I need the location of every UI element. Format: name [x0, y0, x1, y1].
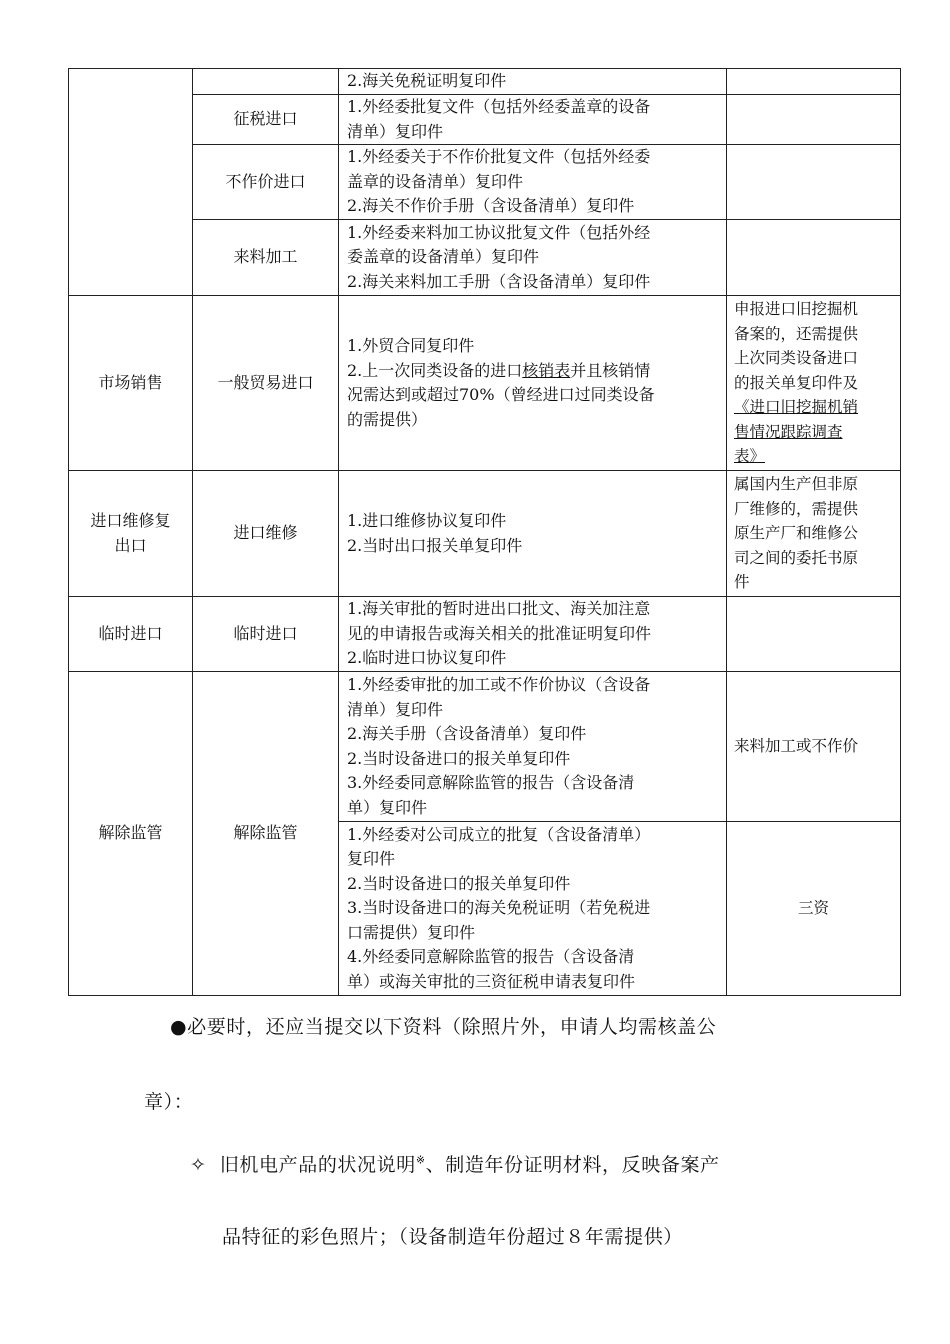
doc-line: 口需提供）复印件: [347, 922, 476, 942]
paragraph-line: [190, 1150, 720, 1177]
note-cell: [727, 145, 901, 220]
doc-line: 1.外经委审批的加工或不作价协议（含设备: [347, 675, 651, 694]
paragraph-text: 旧机电产品的状况说明: [219, 1154, 416, 1176]
paragraph-line: 品特征的彩色照片；（设备制造年份超过８年需提供）: [222, 1226, 683, 1248]
doc-line: 2.当时设备进口的报关单复印件: [347, 748, 571, 768]
method-cell: 解除监管: [193, 672, 339, 996]
type-cell: 临时进口: [69, 597, 193, 672]
note-line: 上次同类设备进口: [734, 349, 859, 368]
paragraph-text: 、制造年份证明材料，反映备案产: [425, 1154, 720, 1176]
doc-line: 4.外经委同意解除监管的报告（含设备清: [347, 947, 635, 967]
doc-line: 单）或海关审批的三资征税申请表复印件: [347, 971, 636, 991]
docs-cell: [339, 296, 727, 471]
table-row: [69, 471, 901, 597]
note-line: 司之间的委托书原: [734, 548, 859, 567]
type-cell: 市场销售: [69, 296, 193, 471]
doc-line: 1.外经委关于不作价批复文件（包括外经委: [347, 147, 651, 167]
docs-cell: [339, 220, 727, 296]
doc-line: 单）复印件: [347, 797, 428, 817]
method-cell: 临时进口: [193, 597, 339, 672]
doc-line: 1.海关审批的暂时进出口批文、海关加注意: [347, 599, 651, 619]
note-cell: 来料加工或不作价: [727, 672, 901, 822]
docs-cell: [339, 471, 727, 597]
requirements-table: [68, 68, 901, 996]
doc-line: 2.当时出口报关单复印件: [347, 535, 523, 555]
method-cell: 进口维修: [193, 471, 339, 597]
docs-cell: [339, 597, 727, 672]
doc-line: 3.外经委同意解除监管的报告（含设备清: [347, 773, 635, 792]
table-row: [69, 220, 901, 296]
note-cell: [727, 471, 901, 597]
doc-line: 1.外经委对公司成立的批复（含设备清单）: [347, 824, 651, 844]
note-line: 的报关单复印件及: [734, 373, 859, 392]
note-cell: [727, 95, 901, 145]
method-cell: 一般贸易进口: [193, 296, 339, 471]
note-cell: [727, 597, 901, 672]
underlined-term: 核销表: [522, 360, 571, 380]
doc-line: 2.上一次同类设备的进口核销表并且核销情: [347, 360, 651, 380]
paragraph-line: ●必要时，还应当提交以下资料（除照片外，申请人均需核盖公: [170, 1016, 717, 1038]
table-row: [69, 672, 901, 822]
method-cell: 征税进口: [193, 95, 339, 145]
doc-line: 2.海关不作价手册（含设备清单）复印件: [347, 196, 635, 216]
note-line: 厂维修的，需提供: [734, 499, 859, 518]
doc-line: 1.外经委来料加工协议批复文件（包括外经: [347, 222, 651, 242]
method-cell: 来料加工: [193, 220, 339, 296]
docs-cell: [339, 672, 727, 822]
docs-cell: [339, 69, 727, 95]
method-cell: 不作价进口: [193, 145, 339, 220]
note-line: 《进口旧挖掘机销: [734, 398, 859, 417]
type-cell: [69, 69, 193, 296]
doc-line: 清单）复印件: [347, 699, 444, 719]
note-cell: [727, 220, 901, 296]
type-cell: [69, 471, 193, 597]
doc-line: 清单）复印件: [347, 121, 444, 141]
note-cell: 三资: [727, 822, 901, 996]
doc-line: 1.外贸合同复印件: [347, 336, 475, 355]
doc-line: 的需提供）: [347, 409, 428, 429]
doc-line: 况需达到或超过70%（曾经进口过同类设备: [347, 385, 655, 404]
note-cell: [727, 296, 901, 471]
table-row: [69, 145, 901, 220]
docs-cell: [339, 145, 727, 220]
doc-line: 盖章的设备清单）复印件: [347, 171, 524, 191]
note-line: 原生产厂和维修公: [734, 524, 859, 543]
doc-line: 1.进口维修协议复印件: [347, 511, 507, 530]
doc-line: 2.临时进口协议复印件: [347, 648, 507, 668]
note-line: 售情况跟踪调查: [734, 422, 843, 441]
docs-cell: [339, 822, 727, 996]
reference-mark: ※: [415, 1153, 426, 1167]
doc-line: 2.海关手册（含设备清单）复印件: [347, 724, 587, 743]
doc-line: 2.当时设备进口的报关单复印件: [347, 873, 571, 893]
diamond-bullet-icon: ✧: [190, 1154, 207, 1176]
doc-line: 2.海关来料加工手册（含设备清单）复印件: [347, 271, 651, 291]
type-line: 出口: [114, 535, 147, 555]
paragraph-line: 章）：: [144, 1091, 194, 1113]
method-cell: [193, 69, 339, 95]
doc-line: 委盖章的设备清单）复印件: [347, 247, 540, 267]
table-row: [69, 296, 901, 471]
table-row: [69, 69, 901, 95]
doc-line: 2.海关免税证明复印件: [347, 71, 507, 91]
note-line: 申报进口旧挖掘机: [734, 300, 859, 319]
note-line: 备案的，还需提供: [734, 324, 859, 343]
doc-line: 3.当时设备进口的海关免税证明（若免税进: [347, 898, 651, 918]
doc-line: 见的申请报告或海关相关的批准证明复印件: [347, 623, 652, 643]
type-line: 进口维修复: [90, 511, 171, 530]
table-row: [69, 95, 901, 145]
type-cell: 解除监管: [69, 672, 193, 996]
table-row: [69, 597, 901, 672]
note-line: 表》: [734, 447, 766, 466]
note-cell: [727, 69, 901, 95]
doc-line: 复印件: [347, 849, 396, 869]
note-line: 件: [734, 573, 750, 592]
docs-cell: [339, 95, 727, 145]
doc-line: 1.外经委批复文件（包括外经委盖章的设备: [347, 97, 651, 116]
note-line: 属国内生产但非原: [734, 475, 859, 494]
